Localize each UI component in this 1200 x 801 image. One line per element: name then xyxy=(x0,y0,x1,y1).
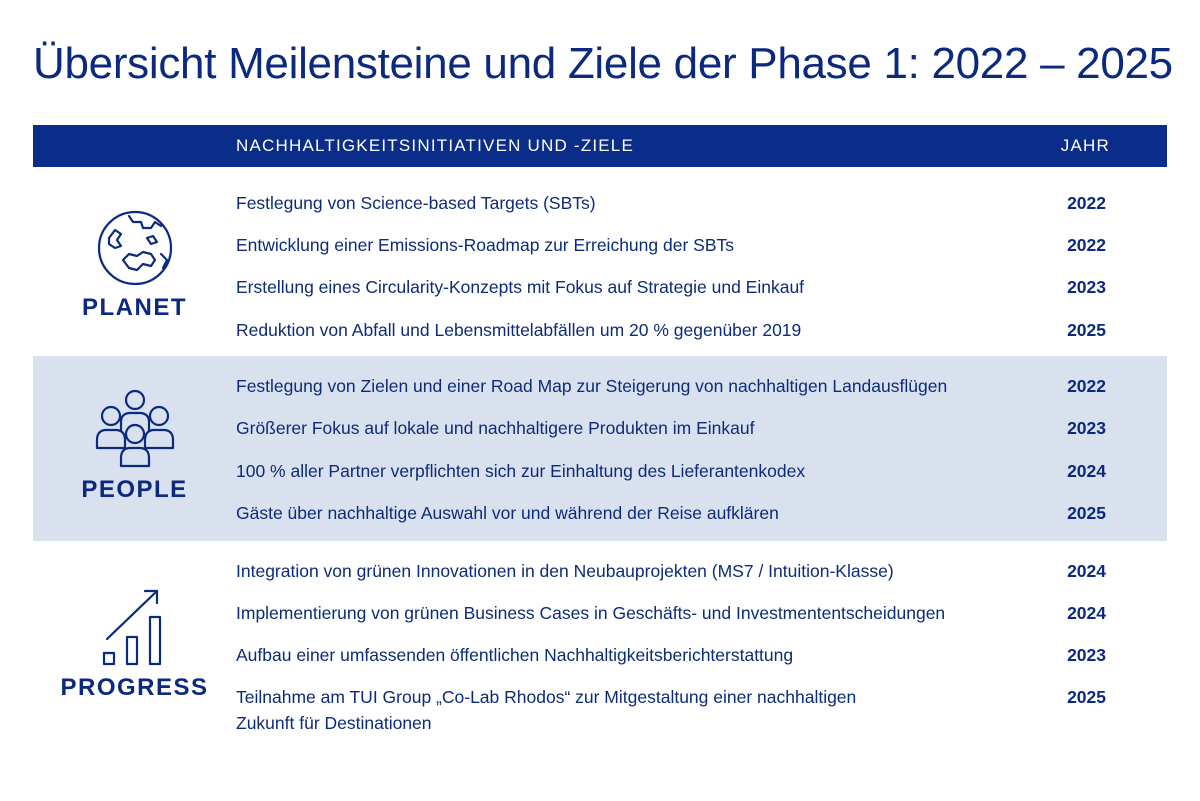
initiative-text: Integration von grünen Innovationen in den Neubauprojekten (MS7 / Intuition-Klasse) xyxy=(236,561,894,581)
initiative-text: Festlegung von Zielen und einer Road Map zur Steigerung von nachhaltigen Landausflügen xyxy=(236,376,948,396)
initiative-text: Aufbau einer umfassenden öffentlichen Nachhaltigkeitsberichterstattung xyxy=(236,645,794,665)
initiative-text: Reduktion von Abfall und Lebensmittelabfällen um 20 % gegenüber 2019 xyxy=(236,320,802,340)
table-header xyxy=(33,125,1167,167)
globe-icon xyxy=(95,208,175,288)
initiative-text: Größerer Fokus auf lokale und nachhaltigere Produkten im Einkauf xyxy=(236,418,755,438)
section-planet xyxy=(33,172,1167,356)
section-people xyxy=(33,356,1167,541)
initiative-year: 2025 xyxy=(1067,687,1106,707)
initiative-text: 100 % aller Partner verpflichten sich zur Einhaltung des Lieferantenkodex xyxy=(236,461,806,481)
initiative-year: 2025 xyxy=(1067,503,1106,523)
initiative-year: 2022 xyxy=(1067,235,1106,255)
category-label-progress: PROGRESS xyxy=(60,674,209,701)
initiative-text: Festlegung von Science-based Targets (SBTs) xyxy=(236,193,596,213)
initiative-year: 2023 xyxy=(1067,418,1106,438)
category-label-planet: PLANET xyxy=(82,294,187,321)
initiative-year: 2023 xyxy=(1067,277,1106,297)
people-group-icon xyxy=(93,386,177,468)
initiative-year: 2022 xyxy=(1067,376,1106,396)
category-label-people: PEOPLE xyxy=(81,476,188,503)
initiative-text: Erstellung eines Circularity-Konzepts mit Fokus auf Strategie und Einkauf xyxy=(236,277,805,297)
initiative-year: 2024 xyxy=(1067,461,1106,481)
growth-chart-icon xyxy=(99,585,169,667)
initiative-text: Entwicklung einer Emissions-Roadmap zur Erreichung der SBTs xyxy=(236,235,734,255)
header-initiatives: NACHHALTIGKEITSINITIATIVEN UND -ZIELE xyxy=(236,136,634,155)
initiative-text: Gäste über nachhaltige Auswahl vor und während der Reise aufklären xyxy=(236,503,779,523)
initiative-year: 2025 xyxy=(1067,320,1106,340)
page-title: Übersicht Meilensteine und Ziele der Phase 1: 2022 – 2025 xyxy=(33,39,1173,88)
header-year: JAHR xyxy=(1060,136,1110,155)
initiative-year: 2024 xyxy=(1067,603,1106,623)
initiative-text: Implementierung von grünen Business Cases in Geschäfts- und Investmententscheidungen xyxy=(236,603,946,623)
initiative-text: Teilnahme am TUI Group „Co-Lab Rhodos“ zur Mitgestaltung einer nachhaltigen Zukunft für Destinationen xyxy=(236,687,857,733)
initiative-year: 2023 xyxy=(1067,645,1106,665)
section-progress xyxy=(33,541,1167,751)
initiative-year: 2024 xyxy=(1067,561,1106,581)
initiative-year: 2022 xyxy=(1067,193,1106,213)
